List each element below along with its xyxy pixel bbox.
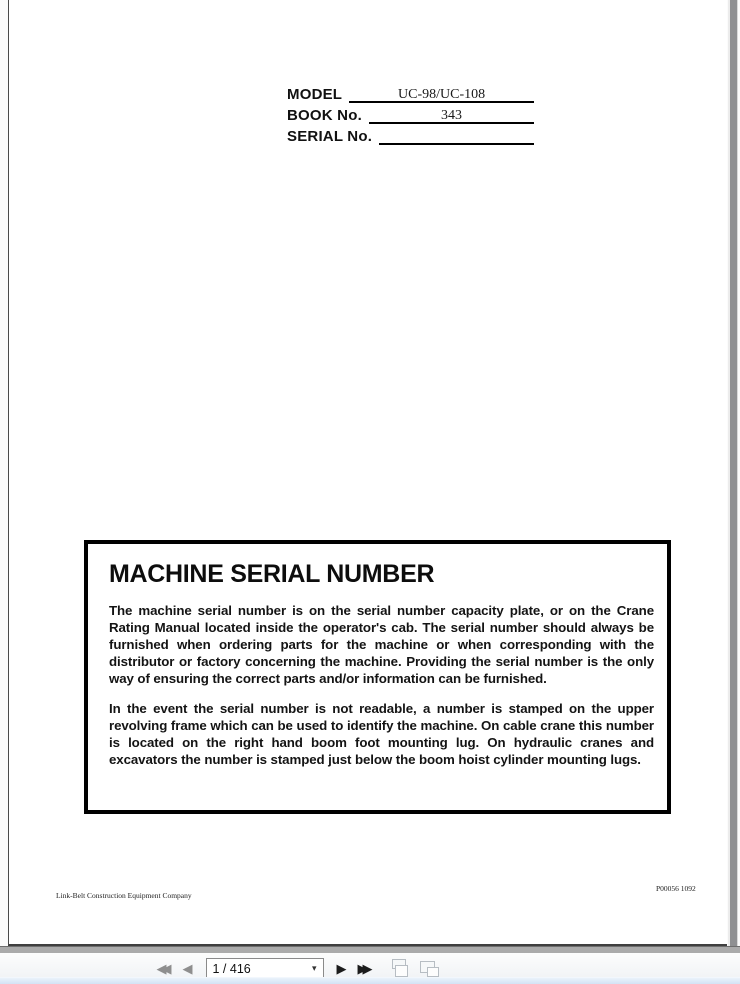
model-field-row — [287, 82, 534, 103]
last-page-button[interactable]: ▶▶ — [357, 961, 368, 976]
page-indicator: 1 / 416 — [212, 961, 251, 976]
model-value: UC-98/UC-108 — [349, 86, 534, 103]
serial-no-field-row — [287, 124, 534, 145]
scrollbar[interactable] — [728, 0, 738, 946]
machine-serial-number-box — [84, 540, 671, 814]
bottom-accent-bar — [0, 977, 740, 984]
book-no-field-row — [287, 103, 534, 124]
serial-box-paragraph-2: In the event the serial number is not readable, a number is stamped on the upper revolving frame which can be used to identify the machine. On cable crane this number is located on the right hand boom foot mounting lug. On hydraulic cranes and excavators the number is stamped just below the boom hoist cylinder mounting lugs. — [109, 701, 654, 767]
serial-no-value — [379, 128, 534, 145]
toolbar-controls — [155, 958, 440, 979]
page-shadow — [0, 946, 740, 953]
document-page — [8, 0, 727, 946]
serial-no-label: SERIAL No. — [287, 128, 373, 145]
company-footer: Link-Belt Construction Equipment Company — [56, 891, 192, 900]
single-page-view-icon[interactable] — [390, 959, 411, 978]
page-layout-buttons — [390, 959, 440, 978]
first-page-button[interactable]: ◀◀ — [156, 961, 167, 976]
previous-page-button[interactable]: ◀ — [182, 961, 193, 976]
page-number-combobox[interactable] — [206, 958, 324, 979]
header-fields — [287, 82, 534, 145]
serial-box-title: MACHINE SERIAL NUMBER — [109, 560, 435, 588]
chevron-down-icon: ▾ — [311, 963, 317, 973]
facing-page-view-icon[interactable] — [419, 959, 440, 978]
model-label: MODEL — [287, 86, 343, 103]
book-no-value: 343 — [369, 107, 534, 124]
part-number-footer: P00056 1092 — [656, 884, 696, 893]
book-no-label: BOOK No. — [287, 107, 362, 124]
next-page-button[interactable]: ▶ — [336, 961, 347, 976]
serial-box-paragraph-1: The machine serial number is on the serial number capacity plate, or on the Crane Rating Manual located inside the operator's cab. The serial number should always be furnished when ordering parts for the machine or when corresponding with the distributor or factory concerning the machine. Providing the serial number is the only way of ensuring the correct parts and/or information can be furnished. — [109, 603, 654, 686]
